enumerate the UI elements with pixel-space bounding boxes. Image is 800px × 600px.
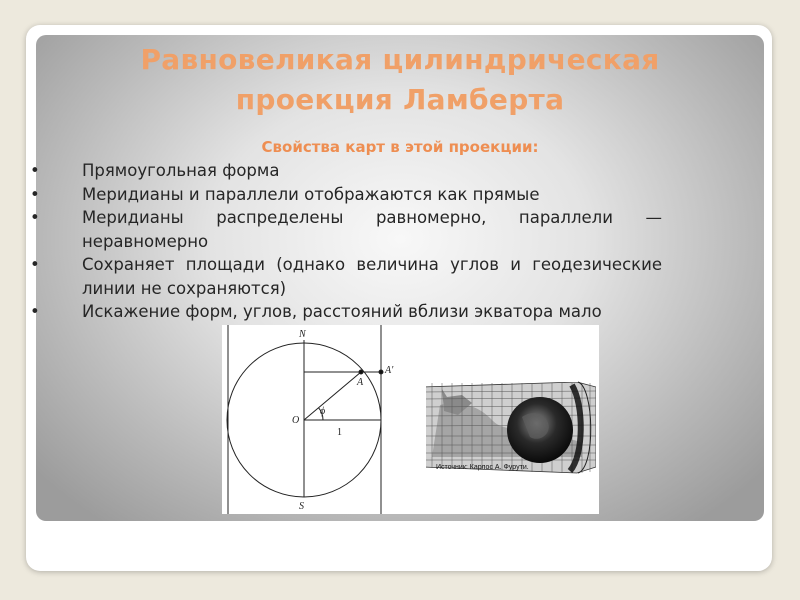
label-n: N (299, 329, 306, 340)
list-item (30, 206, 662, 253)
title-line-1: Равновеликая цилиндрическая (140, 43, 660, 76)
list-item (30, 183, 662, 207)
label-s: S (299, 501, 304, 512)
label-phi: ϕ (320, 406, 326, 417)
list-item (30, 159, 662, 183)
bullet-icon: • (30, 302, 40, 321)
label-one: 1 (337, 427, 342, 438)
list-item-text: Меридианы распределены равномерно, параллели — неравномерно (82, 208, 662, 251)
list-item-text: Сохраняет площади (однако величина углов и геодезические линии не сохраняются) (82, 255, 662, 298)
list-item-text: Искажение форм, углов, расстояний вблизи экватора мало (82, 302, 602, 321)
slide-title (36, 40, 764, 120)
projection-figure (222, 325, 599, 514)
bullet-icon: • (30, 161, 40, 180)
list-item-text: Меридианы и параллели отображаются как прямые (82, 184, 540, 204)
bullet-icon: • (30, 255, 40, 274)
sphere-cylinder-diagram (227, 325, 383, 514)
figure-caption: Источник: Карлос А. Фуpути. (436, 464, 529, 471)
properties-list (30, 159, 662, 324)
radius-to-a (304, 372, 361, 420)
title-line-2: проекция Ламберта (235, 83, 565, 116)
list-item-text: Прямоугольная форма (82, 161, 280, 180)
globe-cylinder-illustration (422, 382, 596, 473)
label-a: A (357, 377, 364, 388)
label-a-prime: A' (385, 365, 394, 376)
bullet-icon: • (30, 184, 40, 204)
label-o: O (292, 415, 300, 426)
bullet-icon: • (30, 208, 40, 227)
point-a (359, 370, 363, 374)
properties-heading: Свойства карт в этой проекции: (261, 138, 539, 156)
projection-diagram (222, 325, 599, 514)
list-item (30, 253, 662, 300)
point-a-prime (379, 370, 383, 374)
list-item (30, 300, 662, 324)
